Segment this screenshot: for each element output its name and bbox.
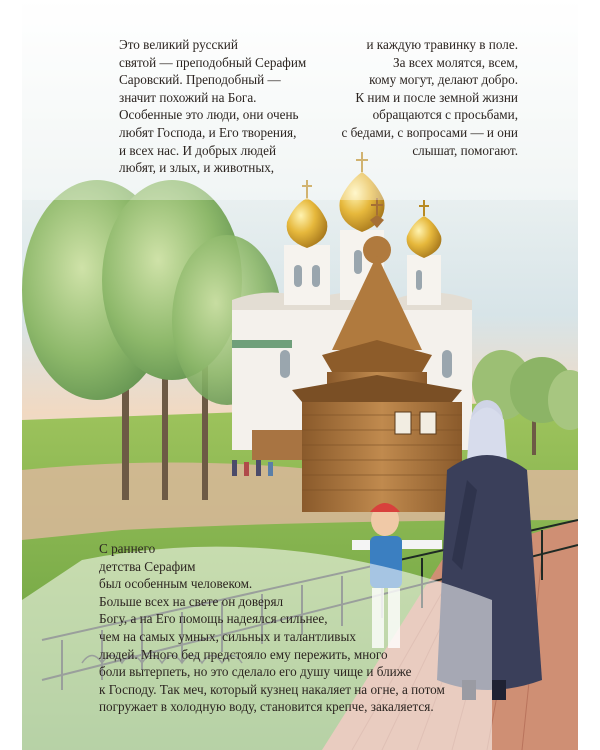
- story-paragraph: С раннего детства Серафим был особенным человеком. Больше всех на свете он доверял Богу, а на Его помощь надеялся сильнее, чем на самых умных, сильных и талантливых людей. Много бед предстояло ему пережить, много боли вытерпеть, но это сделало его душу чище и ближе к Господу. Так меч, который кузнец накаляет на огне, а потом погружает в холодную воду, становится крепче, закаляется.: [99, 541, 445, 715]
- intro-paragraph-left: Это великий русский святой — преподобный Серафим Саровский. Преподобный — значит похожий на Бога. Особенные это люди, они очень любят Господа, и Его творения, и всех нас. И добрых людей любят, и злых, и животных,: [119, 37, 307, 176]
- book-page: [22, 0, 578, 750]
- intro-paragraph-right: и каждую травинку в поле. За всех молятся, всем, кому могут, делают добро. К ним и после земной жизни обращаются с просьбами, с бедами, с вопросами — и они слышат, помогают.: [341, 37, 518, 158]
